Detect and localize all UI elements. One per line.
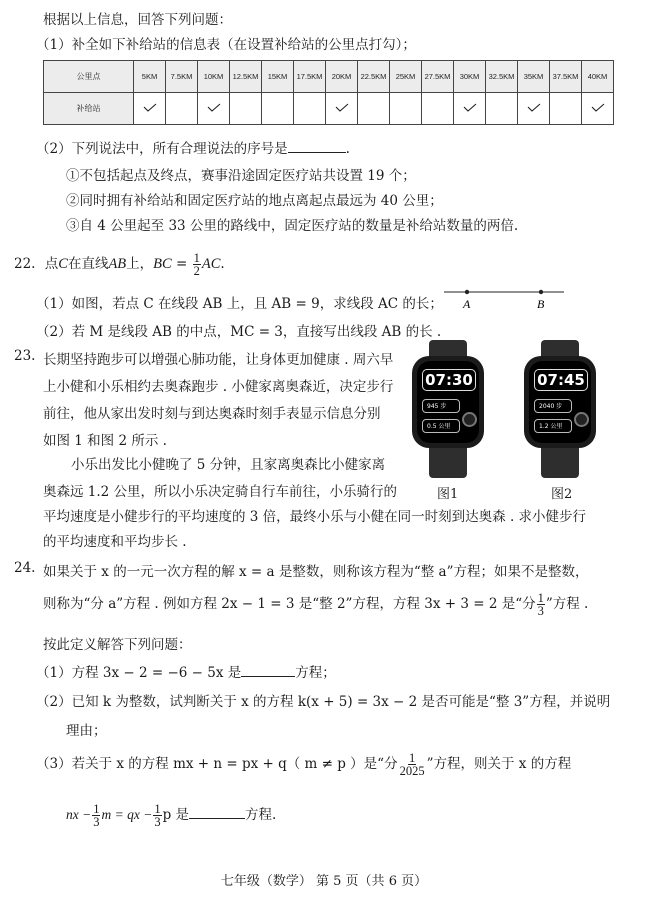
station-cell[interactable] xyxy=(134,93,166,125)
km-cell: 17.5KM xyxy=(294,61,326,93)
watch-time: 07:30 xyxy=(422,369,476,391)
p24-frac-num: 1 xyxy=(537,591,544,605)
p23-line-3: 前往，他从家出发时刻与到达奥森时刻手表显示信息分别 xyxy=(43,406,381,422)
p22-ac: AC xyxy=(201,256,221,272)
q2-label: （2）下列说法中，所有合理说法的序号是 xyxy=(36,141,288,157)
p24-frac-1-3 xyxy=(537,592,545,617)
q2-item-1: ①不包括起点及终点，赛事沿途固定医疗站共设置 19 个； xyxy=(66,168,416,184)
watch-band-bottom xyxy=(429,444,467,478)
station-cell[interactable] xyxy=(358,93,390,125)
p24-num: 24. xyxy=(14,560,36,576)
p24-line-2a: 则称为“分 a”方程 . 例如方程 2x − 1 = 3 是“整 2”方程，方程 3x + 3 = 2 是“分 xyxy=(43,596,536,612)
p24-frac-b xyxy=(153,803,161,828)
km-cell: 35KM xyxy=(518,61,550,93)
p24-sub3-line xyxy=(36,752,571,777)
station-row-head: 补给站 xyxy=(44,93,134,125)
watch-distance: 0.5 公里 xyxy=(422,419,460,433)
watch-steps: 945 步 xyxy=(422,399,460,413)
km-cell: 7.5KM xyxy=(166,61,198,93)
p24-frac-den: 2025 xyxy=(399,764,425,778)
p22-stem xyxy=(14,252,225,277)
p24-frac-1-2025 xyxy=(399,752,426,777)
p24-frac-den: 3 xyxy=(537,604,544,618)
station-cell[interactable] xyxy=(262,93,294,125)
watch-case xyxy=(524,356,596,448)
p24-sub1b: 方程； xyxy=(295,665,336,681)
p24-sub3b: ”方程，则关于 x 的方程 xyxy=(426,756,572,772)
p24-frac-num: 1 xyxy=(93,802,100,816)
check-mark-icon xyxy=(591,103,605,112)
p22-stem-b: 在直线 xyxy=(67,256,109,272)
watch-band-bottom xyxy=(541,444,579,478)
p24-sub2b: 理由； xyxy=(66,723,107,739)
station-cell[interactable] xyxy=(198,93,230,125)
km-cell: 22.5KM xyxy=(358,61,390,93)
segment-ab-figure xyxy=(440,284,570,312)
p23-num: 23. xyxy=(14,348,36,364)
p24-rule: 按此定义解答下列问题： xyxy=(43,637,192,653)
p22-num: 22. xyxy=(14,256,36,272)
p24-sub1a: （1）方程 3x − 2 = −6 − 5x 是 xyxy=(36,665,242,681)
p22-stem-c: 上， xyxy=(126,256,154,272)
station-cell[interactable] xyxy=(550,93,582,125)
intro-text: 根据以上信息，回答下列问题： xyxy=(43,12,232,28)
station-cell[interactable] xyxy=(326,93,358,125)
km-cell: 25KM xyxy=(390,61,422,93)
p22-c: C xyxy=(58,256,68,272)
p24-sub3c-2: m = qx − xyxy=(101,807,153,822)
km-cell: 12.5KM xyxy=(230,61,262,93)
p24-sub1 xyxy=(36,661,336,681)
point-b-label: B xyxy=(537,297,545,311)
p22-half-num: 1 xyxy=(193,251,200,265)
p24-line-2 xyxy=(43,592,588,617)
q2-line xyxy=(36,137,350,157)
watch-1-label: 图1 xyxy=(437,487,459,502)
km-cell: 10KM xyxy=(198,61,230,93)
station-cell[interactable] xyxy=(230,93,262,125)
p24-frac-num: 1 xyxy=(154,802,161,816)
station-cell[interactable] xyxy=(454,93,486,125)
p23-line-7: 平均速度是小健步行的平均速度的 3 倍，最终小乐与小健在同一时刻到达奥森 . 求小健步行 xyxy=(43,509,587,525)
p24-frac-a xyxy=(92,803,100,828)
km-cell: 5KM xyxy=(134,61,166,93)
p24-line-2b: ”方程 . xyxy=(545,596,589,612)
km-cell: 40KM xyxy=(582,61,614,93)
station-cell[interactable] xyxy=(582,93,614,125)
p24-line-1: 如果关于 x 的一元一次方程的解 x = a 是整数，则称该方程为“整 a”方程；如果不是整数， xyxy=(43,564,589,580)
p23-line-8: 的平均速度和平均步长 . xyxy=(43,534,187,550)
watch-time: 07:45 xyxy=(534,369,588,391)
watch-figure-1 xyxy=(412,340,484,480)
p22-ab: AB xyxy=(108,256,127,272)
watch-steps: 2040 步 xyxy=(534,399,572,413)
km-cell: 27.5KM xyxy=(422,61,454,93)
p23-line-5: 小乐出发比小健晚了 5 分钟，且家离奥森比小健家离 xyxy=(71,457,386,473)
station-row xyxy=(44,93,614,125)
p22-half xyxy=(193,252,201,277)
check-mark-icon xyxy=(207,103,221,112)
watch-distance: 1.2 公里 xyxy=(534,419,572,433)
check-mark-icon xyxy=(463,103,477,112)
check-mark-icon xyxy=(143,103,157,112)
km-row xyxy=(44,61,614,93)
p23-line-1: 长期坚持跑步可以增强心肺功能，让身体更加健康 . 周六早 xyxy=(43,352,394,368)
p24-sub3c-1: nx − xyxy=(66,807,92,822)
watch-screen xyxy=(529,361,591,443)
station-cell[interactable] xyxy=(422,93,454,125)
p22-half-den: 2 xyxy=(193,264,200,278)
watch-screen xyxy=(417,361,479,443)
point-a-dot xyxy=(465,290,469,294)
check-mark-icon xyxy=(527,103,541,112)
p24-sub1-blank[interactable] xyxy=(241,664,295,677)
km-row-head: 公里点 xyxy=(44,61,134,93)
p24-frac-num: 1 xyxy=(408,751,416,765)
watch-case xyxy=(412,356,484,448)
p24-sub3c-4: 方程. xyxy=(245,807,277,823)
p24-sub2a: （2）已知 k 为整数，试判断关于 x 的方程 k(x + 5) = 3x − 2 是否可能是“整 3”方程，并说明 xyxy=(36,694,611,710)
check-mark-icon xyxy=(335,103,349,112)
watch-dial-icon xyxy=(462,412,477,427)
p22-sub1: （1）如图，若点 C 在线段 AB 上，且 AB = 9，求线段 AC 的长； xyxy=(36,296,443,312)
p24-frac-den: 3 xyxy=(154,815,161,829)
q2-answer-blank[interactable] xyxy=(288,140,346,153)
station-cell[interactable] xyxy=(486,93,518,125)
station-cell[interactable] xyxy=(166,93,198,125)
km-cell: 15KM xyxy=(262,61,294,93)
km-cell: 30KM xyxy=(454,61,486,93)
q2-item-2: ②同时拥有补给站和固定医疗站的地点离起点最远为 40 公里； xyxy=(66,193,443,209)
p22-stem-end: . xyxy=(220,256,225,272)
supply-table xyxy=(43,60,614,125)
p23-line-6: 奥森远 1.2 公里，所以小乐决定骑自行车前往，小乐骑行的 xyxy=(43,484,398,500)
p22-bc: BC xyxy=(153,256,172,272)
p24-frac-den: 3 xyxy=(93,815,100,829)
point-a-label: A xyxy=(463,297,471,311)
p22-eq: = xyxy=(171,256,192,272)
station-cell[interactable] xyxy=(390,93,422,125)
km-cell: 37.5KM xyxy=(550,61,582,93)
watch-figure-2 xyxy=(524,340,596,480)
p24-sub3c-3: p 是 xyxy=(162,807,190,823)
point-b-dot xyxy=(539,290,543,294)
p24-sub3a: （3）若关于 x 的方程 mx + n = px + q（ m ≠ p ）是“分 xyxy=(36,756,398,772)
station-cell[interactable] xyxy=(294,93,326,125)
km-cell: 20KM xyxy=(326,61,358,93)
p22-stem-a: 点 xyxy=(44,256,59,272)
station-cell[interactable] xyxy=(518,93,550,125)
p22-sub2: （2）若 M 是线段 AB 的中点，MC = 3，直接写出线段 AB 的长 . xyxy=(36,324,442,340)
q1-label: （1）补全如下补给站的信息表（在设置补给站的公里点打勾）； xyxy=(36,37,416,53)
watch-2-label: 图2 xyxy=(551,487,573,502)
page-footer: 七年级（数学） 第 5 页（共 6 页） xyxy=(220,874,428,889)
watch-dial-icon xyxy=(574,412,589,427)
km-cell: 32.5KM xyxy=(486,61,518,93)
q2-end: . xyxy=(345,141,350,157)
p23-line-2: 上小健和小乐相约去奥森跑步 . 小健家离奥森近，决定步行 xyxy=(43,379,394,395)
q2-item-3: ③自 4 公里起至 33 公里的路线中，固定医疗站的数量是补给站数量的两倍. xyxy=(66,218,519,234)
p24-sub3-eq xyxy=(66,803,276,828)
p23-line-4: 如图 1 和图 2 所示 . xyxy=(43,433,167,449)
p24-sub3-blank[interactable] xyxy=(189,806,245,819)
